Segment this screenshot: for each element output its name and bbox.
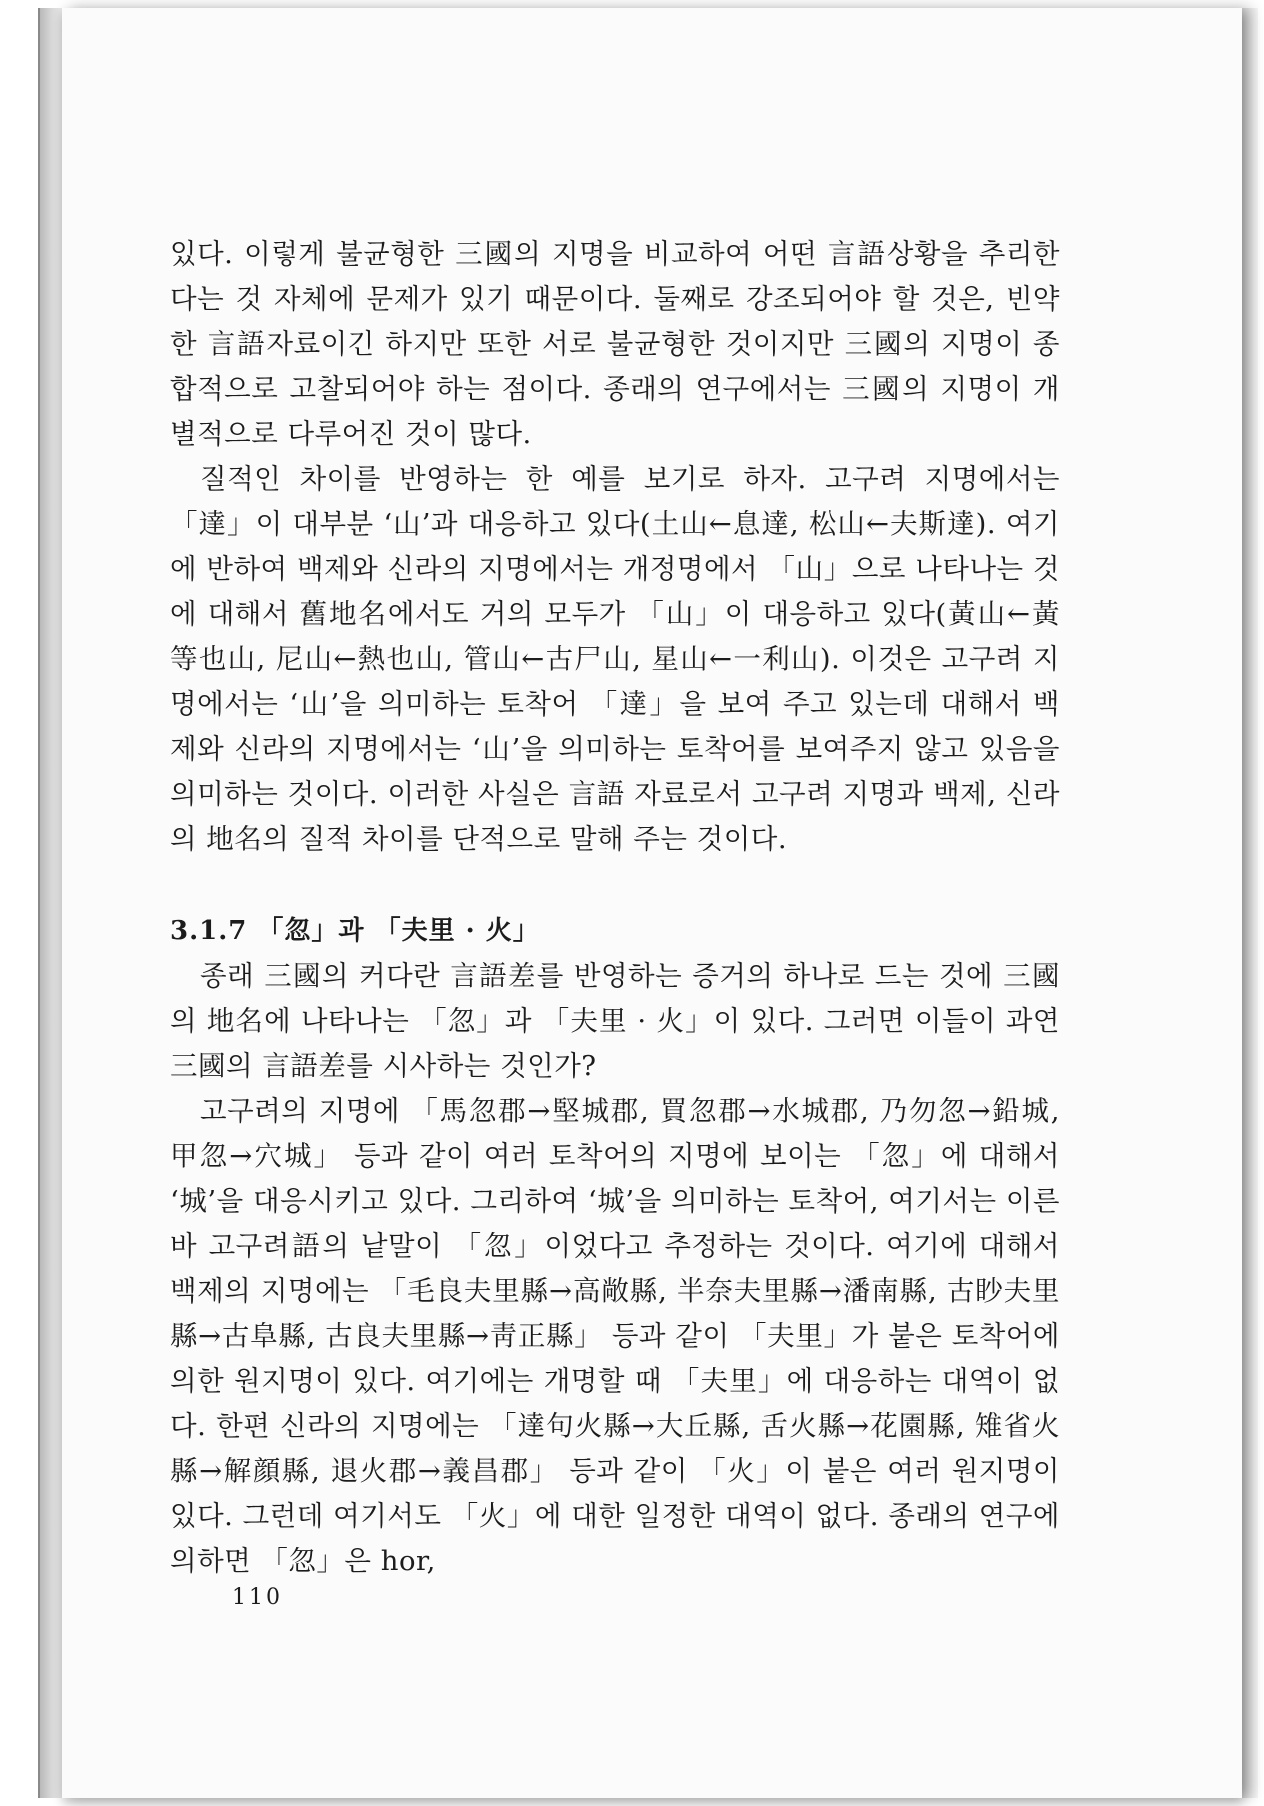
paragraph-continued: 있다. 이렇게 불균형한 三國의 지명을 비교하여 어떤 言語상황을 추리한다는 것 자체에 문제가 있기 때문이다. 둘째로 강조되어야 할 것은, 빈약한 言語자료이긴 하지만 또한 서로 불균형한 것이지만 三國의 지명이 종합적으로 고찰되어야 하는 점이다. 종래의 연구에서는 三國의 지명이 개별적으로 다루어진 것이 많다. — [170, 238, 1060, 450]
paragraph-dal-san: 질적인 차이를 반영하는 한 예를 보기로 하자. 고구려 지명에서는 「達」이 대부분 ‘山’과 대응하고 있다(土山←息達, 松山←夫斯達). 여기에 반하여 백제와 신라의 지명에서는 개정명에서 「山」으로 나타나는 것에 대해서 舊地名에서도 거의 모두가 「山」이 대응하고 있다(黃山←黃等也山, 尼山←熱也山, 管山←古尸山, 星山←一利山). 이것은 고구려 지명에서는 ‘山’을 의미하는 토착어 「達」을 보여 주고 있는데 대해서 백제와 신라의 지명에서는 ‘山’을 의미하는 토착어를 보여주지 않고 있음을 의미하는 것이다. 이러한 사실은 言語 자료로서 고구려 지명과 백제, 신라의 地名의 질적 차이를 단적으로 말해 주는 것이다. — [170, 463, 1060, 855]
paragraph-intro-hol: 종래 三國의 커다란 言語差를 반영하는 증거의 하나로 드는 것에 三國의 地名에 나타나는 「忽」과 「夫里 · 火」이 있다. 그러면 이들이 과연 三國의 言語差를 시사하는 것인가? — [170, 960, 1060, 1082]
page-number: 110 — [232, 1585, 283, 1610]
section-heading: 3.1.7 「忽」과 「夫里 · 火」 — [170, 916, 540, 946]
paragraph-hol-buri-hwa: 고구려의 지명에 「馬忽郡→堅城郡, 買忽郡→水城郡, 乃勿忽→鉛城, 甲忽→穴城」 등과 같이 여러 토착어의 지명에 보이는 「忽」에 대해서 ‘城’을 대응시키고 있다. 그리하여 ‘城’을 의미하는 토착어, 여기서는 이른바 고구려語의 낱말이 「忽」이었다고 추정하는 것이다. 여기에 대해서 백제의 지명에는 「毛良夫里縣→高敞縣, 半奈夫里縣→潘南縣, 古眇夫里縣→古阜縣, 古良夫里縣→靑正縣」 등과 같이 「夫里」가 붙은 토착어에 의한 원지명이 있다. 여기에는 개명할 때 「夫里」에 대응하는 대역이 없다. 한편 신라의 지명에는 「達句火縣→大丘縣, 舌火縣→花園縣, 雉省火縣→解顔縣, 退火郡→義昌郡」 등과 같이 「火」이 붙은 여러 원지명이 있다. 그런데 여기서도 「火」에 대한 일정한 대역이 없다. 종래의 연구에 의하면 「忽」은 hor, — [170, 1095, 1060, 1577]
body-text — [170, 232, 1060, 1584]
